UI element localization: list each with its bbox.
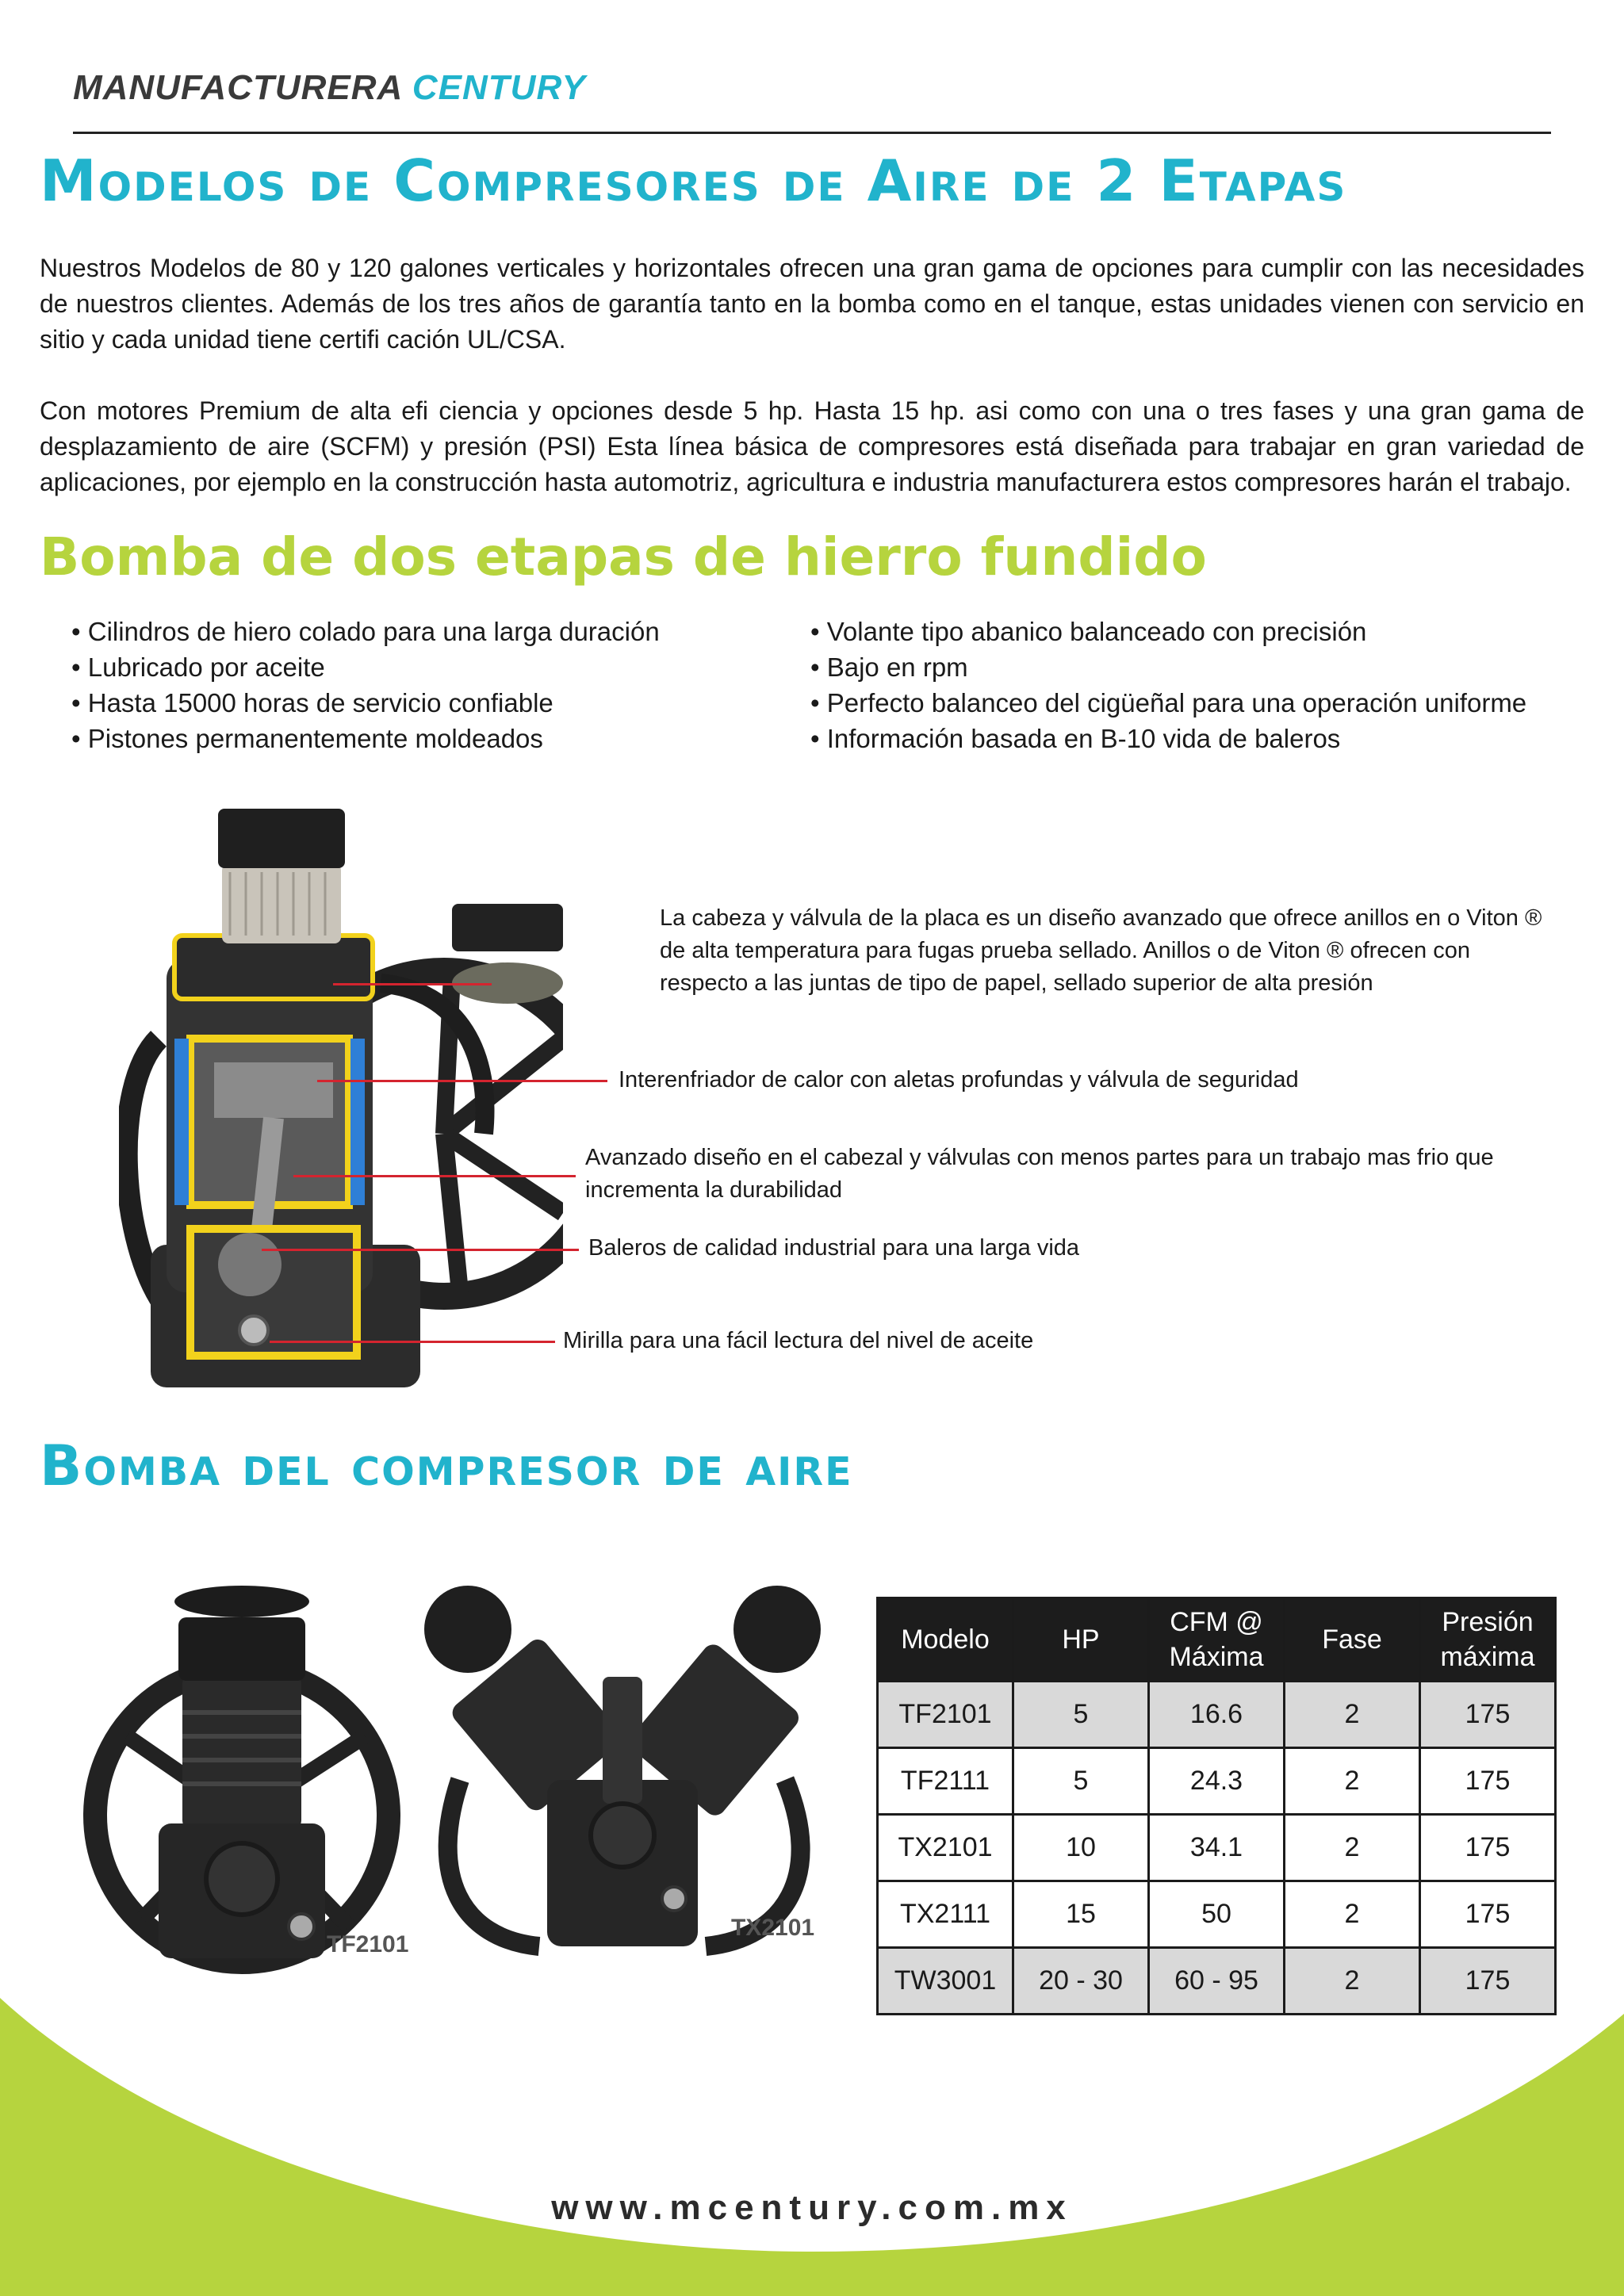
table-cell: 2 <box>1285 1815 1420 1881</box>
features-list-right <box>810 614 1526 756</box>
feature-item: • Cilindros de hiero colado para una larga duración <box>71 614 660 649</box>
table-cell: 15 <box>1013 1881 1149 1948</box>
callout-bearings: Baleros de calidad industrial para una larga vida <box>588 1235 1080 1261</box>
table-cell: TW3001 <box>878 1948 1013 2015</box>
page-title: Modelos de Compresores de Aire de 2 Etapas <box>40 147 1347 214</box>
header-divider <box>73 132 1551 134</box>
table-cell: 50 <box>1149 1881 1285 1948</box>
table-row <box>878 1682 1556 1748</box>
feature-item: • Hasta 15000 horas de servicio confiable <box>71 685 660 721</box>
intro-paragraph-1: Nuestros Modelos de 80 y 120 galones verticales y horizontales ofrecen una gran gama de opciones para cumplir con las necesidades de nuestros clientes. Además de los tres años de garantía tanto en la bomba como en el tanque, estas unidades vienen con servicio en sitio y cada unidad tiene certifi cación UL/CSA. <box>40 254 1584 354</box>
table-cell: 2 <box>1285 1948 1420 2015</box>
callout-leader-line <box>317 1080 607 1082</box>
pump-cutaway-illustration <box>119 801 563 1403</box>
footer-website-link[interactable]: www.mcentury.com.mx <box>551 2188 1073 2227</box>
table-cell: 34.1 <box>1149 1815 1285 1881</box>
table-cell: TF2101 <box>878 1682 1013 1748</box>
brand-accent: CENTURY <box>412 68 586 107</box>
table-row <box>878 1815 1556 1881</box>
table-cell: 175 <box>1420 1748 1556 1815</box>
header-modelo: Modelo <box>878 1598 1013 1682</box>
callout-leader-line <box>293 1175 576 1177</box>
table-cell: 5 <box>1013 1748 1149 1815</box>
callout-oil-sight-glass: Mirilla para una fácil lectura del nivel de aceite <box>563 1328 1034 1353</box>
callout-leader-line <box>333 983 492 985</box>
table-cell: 2 <box>1285 1682 1420 1748</box>
table-cell: 2 <box>1285 1748 1420 1815</box>
table-cell: 24.3 <box>1149 1748 1285 1815</box>
intro-paragraph-2: Con motores Premium de alta efi ciencia y opciones desde 5 hp. Hasta 15 hp. asi como con una o tres fases y una gran gama de desplazamiento de aire (SCFM) y presión (PSI) Esta línea básica de compresores está diseñada para trabajar en gran variedad de aplicaciones, por ejemplo en la construcción hasta automotriz, agricultura e industria manufacturera estos compresores harán el trabajo. <box>40 396 1584 496</box>
feature-item: • Volante tipo abanico balanceado con precisión <box>810 614 1526 649</box>
table-cell: 175 <box>1420 1881 1556 1948</box>
features-list-left <box>71 614 660 756</box>
table-cell: TX2111 <box>878 1881 1013 1948</box>
callout-leader-line <box>270 1341 555 1343</box>
header-hp: HP <box>1013 1598 1149 1682</box>
tx2101-pump-image <box>412 1574 833 1962</box>
feature-item: • Pistones permanentemente moldeados <box>71 721 660 756</box>
table-cell: 5 <box>1013 1682 1149 1748</box>
brand-primary: MANUFACTURERA <box>73 68 402 107</box>
header-presion: Presión máxima <box>1420 1598 1556 1682</box>
table-header-row <box>878 1598 1556 1682</box>
feature-item: • Información basada en B-10 vida de baleros <box>810 721 1526 756</box>
specifications-table <box>876 1597 1557 2015</box>
table-cell: 175 <box>1420 1682 1556 1748</box>
section-title-cast-iron-pump: Bomba de dos etapas de hierro fundido <box>40 526 1207 587</box>
table-cell: TX2101 <box>878 1815 1013 1881</box>
table-cell: 16.6 <box>1149 1682 1285 1748</box>
header-fase: Fase <box>1285 1598 1420 1682</box>
table-row <box>878 1881 1556 1948</box>
feature-item: • Lubricado por aceite <box>71 649 660 685</box>
table-row <box>878 1748 1556 1815</box>
callout-valve-plate: La cabeza y válvula de la placa es un diseño avanzado que ofrece anillos en o Viton ® de alta temperatura para fugas prueba sellado. Anillos o de Viton ® ofrecen con respecto a las juntas de tipo de papel, sellado superior de alta presión <box>660 905 1542 996</box>
callout-leader-line <box>262 1249 579 1251</box>
tx2101-image-label: TX2101 <box>731 1915 815 1941</box>
section-title-air-pump: Bomba del compresor de aire <box>40 1433 853 1498</box>
callout-intercooler: Interenfriador de calor con aletas profundas y válvula de seguridad <box>619 1067 1299 1093</box>
feature-item: • Bajo en rpm <box>810 649 1526 685</box>
tf2101-pump-image <box>63 1578 428 1974</box>
footer-green-wave <box>0 1998 1624 2296</box>
header-cfm: CFM @ Máxima <box>1149 1598 1285 1682</box>
table-cell: 60 - 95 <box>1149 1948 1285 2015</box>
table-cell: 2 <box>1285 1881 1420 1948</box>
table-cell: 20 - 30 <box>1013 1948 1149 2015</box>
feature-item: • Perfecto balanceo del cigüeñal para una operación uniforme <box>810 685 1526 721</box>
table-cell: 175 <box>1420 1948 1556 2015</box>
table-cell: 10 <box>1013 1815 1149 1881</box>
callout-head-design: Avanzado diseño en el cabezal y válvulas con menos partes para un trabajo mas frio que incrementa la durabilidad <box>585 1145 1494 1203</box>
brand-logo <box>73 68 586 108</box>
tf2101-image-label: TF2101 <box>327 1931 409 1957</box>
table-cell: TF2111 <box>878 1748 1013 1815</box>
table-cell: 175 <box>1420 1815 1556 1881</box>
